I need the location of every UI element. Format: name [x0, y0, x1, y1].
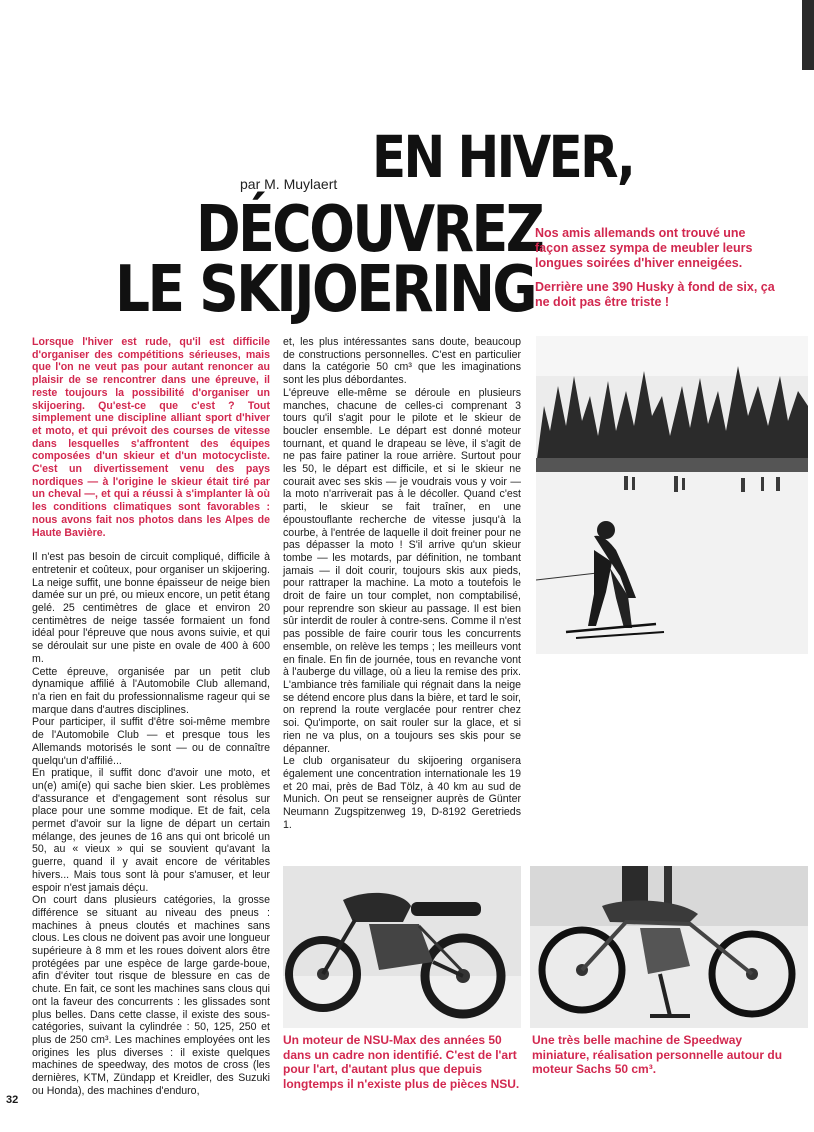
page-number: 32 [6, 1094, 19, 1106]
lead-paragraph: Lorsque l'hiver est rude, qu'il est difficile d'organiser des compétitions sérieuses, mais que l'on ne veut pas pour autant renoncer au plaisir de se rencontrer dans une épreuve, il reste toujours la possibilité d'organiser un skijoering. Qu'est-ce que c'est ? Tout simplement une discipline alliant sport d'hiver et moto, et qui prévoit des courses de vitesse dans lesquelles s'affrontent des équipes composées d'un skieur et d'un motocycliste. C'est un divertissement venu des pays nordiques — à l'origine le skieur était tiré par un cheval —, et qui a réussi à s'implanter là où les conditions climatiques sont favorables : nous avons fait nos photos dans les Alpes de Haute Bavière. [32, 336, 270, 539]
article-column-2 [283, 336, 521, 831]
body-paragraph: L'épreuve elle-même se déroule en plusieurs manches, chacune de celles-ci comprenant 3 tours qu'il s'agit pour le pilote et le skieur de boucler ensemble. Le départ est donné moteur tournant, et quand le drapeau se lève, il s'agit de ne pas faire patiner la roue arrière. Surtout pour les 50, le départ est difficile, et si le skieur ne courait avec ses skis — je voudrais vous y voir — la moto n'arriverait pas à le décoller. Quand c'est parti, le skieur se fait traîner, en une époustouflante recherche de vitesse jusqu'à la courbe, à l'entrée de laquelle il doit freiner pour ne pas dépasser la moto ! S'il arrive qu'un skieur tombe — les motards, par définition, ne tombant jamais — il doit courir, toujours skis aux pieds, pour rattraper la machine. La moto a toutefois le droit de faire un tour complet, non comptabilisé, pour reprendre son skieur au passage. Il est bien sûr interdit de rouler à contre-sens. Comme il n'est pas possible de faire courir tous les concurrents ensemble, on relève les temps ; les meilleurs vont en finale. En fin de journée, tous en revanche vont à l'auberge du village, où a lieu la remise des prix. L'ambiance très familiale qui régnait dans la neige se détend encore plus dans la bière, et tard le soir, on reprend la route verglacée pour rentrer chez soi. Qu'importe, on sait rouler sur la glace, et si rien ne va plus, on a toujours ses skis pour se dépanner. [283, 386, 521, 755]
title-line-1: EN HIVER, [372, 123, 634, 191]
title-line-2: DÉCOUVREZ [196, 193, 543, 267]
body-paragraph: et, les plus intéressantes sans doute, beaucoup de constructions personnelles. C'est en particulier dans la catégorie 50 cm³ que les imaginations sont les plus débordantes. [283, 336, 521, 387]
body-paragraph: En pratique, il suffit donc d'avoir une moto, et un(e) ami(e) qui sache bien skier. Les problèmes d'assurance et d'engagement sont résolus sur place pour une somme modique. Et de fait, cela permet d'avoir sur la ligne de départ un certain mélange, des jeunes de 16 ans qui ont bricolé un 50, au « vieux » qui se souvient qu'avant la guerre, quand il y avait encore de véritables hivers... Mais tous sont là pour s'amuser, et leur espoir n'est jamais déçu. [32, 767, 270, 894]
photo-caption-nsu: Un moteur de NSU-Max des années 50 dans un cadre non identifié. C'est de l'art pour l'art, d'autant plus que depuis longtemps il n'existe plus de pièces NSU. [283, 1033, 520, 1091]
nsu-motorcycle-photo [283, 866, 521, 1028]
intro-block [535, 226, 780, 319]
intro-paragraph-2: Derrière une 390 Husky à fond de six, ça ne doit pas être triste ! [535, 280, 775, 309]
body-paragraph: Le club organisateur du skijoering organisera également une concentration internationale les 19 et 20 mai, près de Bad Tölz, à 40 km au sud de Munich. On peut se renseigner auprès de Günter Neumann Zugspitzenweg 19, D-8192 Geretrieds 1. [283, 755, 521, 831]
body-paragraph: Il n'est pas besoin de circuit compliqué, difficile à entretenir et coûteux, pour organiser un skijoering. La neige suffit, une bonne épaisseur de neige bien damée sur un pré, ou mieux encore, un petit étang gelé. 25 centimètres de glace et environ 20 centimètres de neige tassée formaient un fond idéal pour l'épreuve que nous avons suivie, et qui se déroulait sur une piste en ovale de 400 à 600 m. [32, 551, 270, 665]
title-line-3: LE SKIJOERING [115, 253, 536, 327]
photo-caption-speedway: Une très belle machine de Speedway miniature, réalisation personnelle autour du moteur Sachs 50 cm³. [532, 1033, 783, 1076]
skier-photo [536, 336, 808, 654]
page-edge-mark [802, 0, 814, 70]
body-paragraph: Pour participer, il suffit d'être soi-même membre de l'Automobile Club — et presque tous les Allemands motorisés le sont — ou de connaître quelqu'un d'affilié... [32, 716, 270, 767]
article-column-1 [32, 336, 270, 1097]
body-paragraph: On court dans plusieurs catégories, la grosse différence se situant au niveau des pneus : machines à pneus cloutés et machines sans clous. Les clous ne doivent pas avoir une longueur supérieure à 8 mm et les roues doivent alors être protégées par une espèce de large garde-boue, afin d'éviter tout risque de blessure en cas de chute. En fait, ce sont les machines sans clous qui ont la faveur des concurrents : les glissades sont plus belles. Dans cette classe, il existe des sous-catégories, suivant la cylindrée : 50, 125, 250 et plus de 250 cm³. Les machines employées ont les origines les plus diverses : il existe quelques machines de speedway, des motos de cross (les dernières, KTM, Zündapp et Kreidler, des Suzuki ou Honda), des machines d'enduro, [32, 894, 270, 1097]
byline: par M. Muylaert [240, 176, 338, 192]
speedway-motorcycle-photo [530, 866, 808, 1028]
body-paragraph: Cette épreuve, organisée par un petit club dynamique affilié à l'Automobile Club allemand, n'a rien en fait du professionnalisme rageur qui se marque dans d'autres disciplines. [32, 665, 270, 716]
intro-paragraph-1: Nos amis allemands ont trouvé une façon assez sympa de meubler leurs longues soirées d'hiver enneigées. [535, 226, 753, 270]
